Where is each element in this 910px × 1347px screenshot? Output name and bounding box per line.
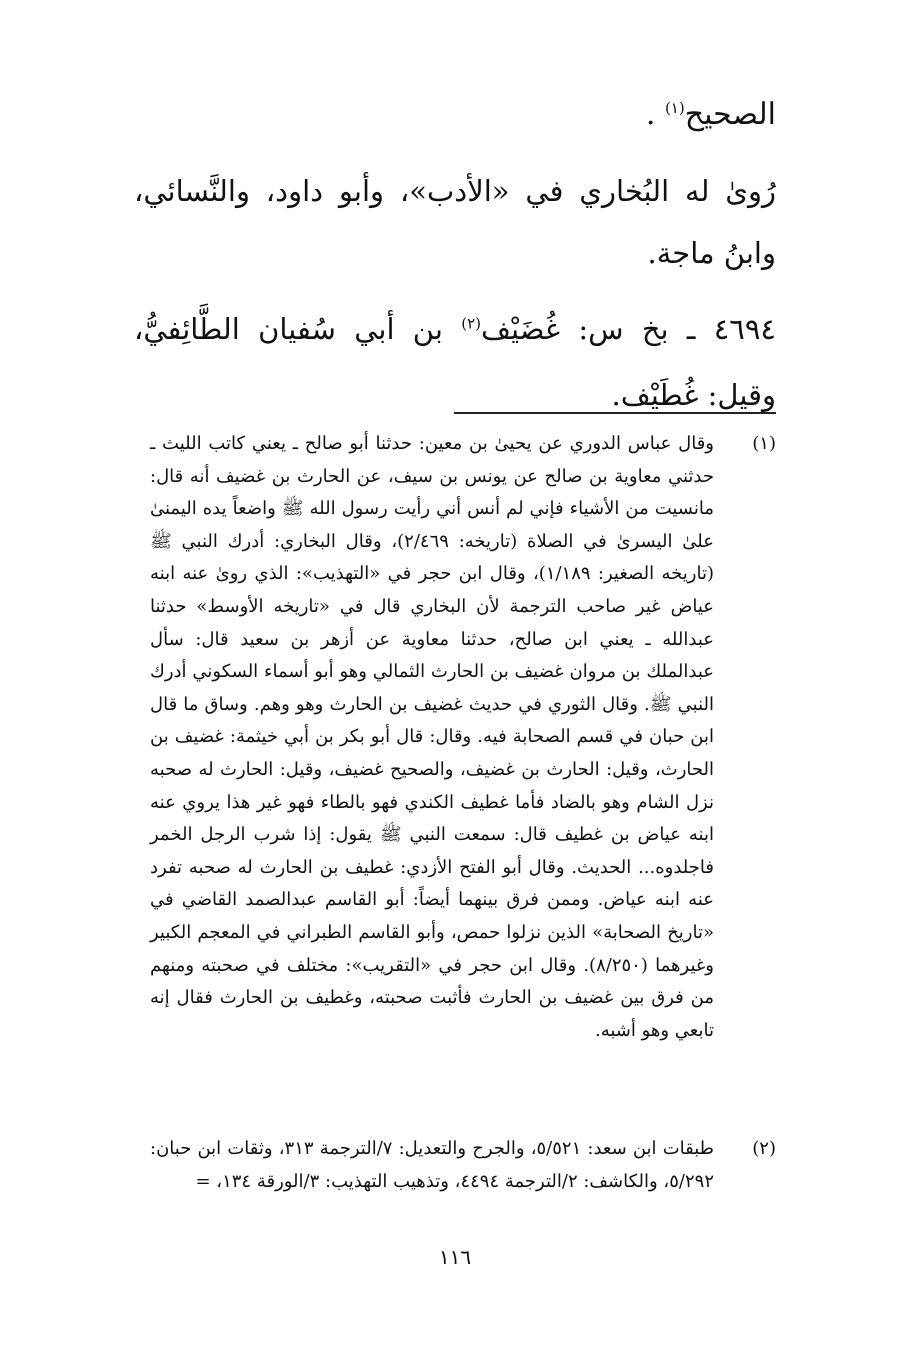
footnote-number: (٢) xyxy=(752,1138,776,1159)
footnote-number: (١) xyxy=(752,433,776,454)
page-number: ١١٦ xyxy=(438,1245,472,1269)
entry-title: ٤٦٩٤ ـ بخ س: غُضَيْف xyxy=(481,312,777,346)
footnote-text: طبقات ابن سعد: ٥/٥٢١، والجرح والتعديل: ٧/الترجمة ٣١٣، وثقات ابن حبان: ٥/٢٩٢، والكاشف: ٢/الترجمة ٤٤٩٤، وتذهيب التهذيب: ٣/الورقة ١٣٤، = xyxy=(150,1138,714,1192)
narrators-paragraph: رُوىٰ له البُخاري في «الأدب»، وأبو داود، والنَّسائي، وابنُ ماجة. xyxy=(134,174,776,270)
main-text xyxy=(134,86,776,428)
footnote-ref-1[interactable]: (١) xyxy=(664,99,685,117)
heading-line xyxy=(134,86,776,144)
footnote-1 xyxy=(150,428,776,1047)
footnote-ref-2[interactable]: (٢) xyxy=(461,314,482,333)
footnote-2 xyxy=(150,1133,776,1198)
entry-rest: بن أبي سُفيان الطَّائِفيُّ، وقيل: غُطَيْف. xyxy=(134,312,776,412)
closing-word: الصحيح xyxy=(684,97,776,132)
biography-entry xyxy=(134,296,776,428)
footnote-text: وقال عباس الدوري عن يحيىٰ بن معين: حدثنا أبو صالح ـ يعني كاتب الليث ـ حدثني معاوية بن صالح عن يونس بن سيف، عن الحارث بن غضيف أنه قال: مانسيت من الأشياء فإني لم أنس أني رأيت رسول الله ﷺ واضعاً يده اليمنىٰ علىٰ اليسرىٰ في الصلاة (تاريخه: ٢/٤٦٩)، وقال البخاري: أدرك النبي ﷺ (تاريخه الصغير: ١/١٨٩)، وقال ابن حجر في «التهذيب»: الذي روىٰ عنه ابنه عياض غير صاحب الترجمة لأن البخاري قال في «تاريخه الأوسط» حدثنا عبدالله ـ يعني ابن صالح، حدثنا معاوية عن أزهر بن سعيد قال: سأل عبدالملك بن مروان غضيف بن الحارث الثمالي وهو أبو أسماء السكوني أدرك النبي ﷺ. وقال الثوري في حديث غضيف بن الحارث وهو وهم. وساق ما قال ابن حبان في قسم الصحابة فيه. وقال: قال أبو بكر بن أبي خيثمة: غضيف بن الحارث، وقيل: الحارث بن غضيف، والصحيح غضيف، وقيل: الحارث له صحبه نزل الشام وهو بالضاد فأما غطيف الكندي فهو بالطاء فهو غير هذا يروي عنه ابنه عياض بن غطيف قال: سمعت النبي ﷺ يقول: إذا شرب الرجل الخمر فاجلدوه... الحديث. وقال أبو الفتح الأزدي: غطيف بن الحارث له صحبه تفرد عنه ابنه عياض. وممن فرق بينهما أيضاً: أبو القاسم عبدالصمد القاضي في «تاريخ الصحابة» الذين نزلوا حمص، وأبو القاسم الطبراني في المعجم الكبير وغيرهما (٨/٢٥٠). وقال ابن حجر في «التقريب»: مختلف في صحبته ومنهم من فرق بين غضيف بن الحارث فأثبت صحبته، وغطيف بن الحارث فقال إنه تابعي وهو أشبه. xyxy=(150,433,715,1041)
footnote-separator xyxy=(454,412,776,414)
period: . xyxy=(645,97,656,132)
